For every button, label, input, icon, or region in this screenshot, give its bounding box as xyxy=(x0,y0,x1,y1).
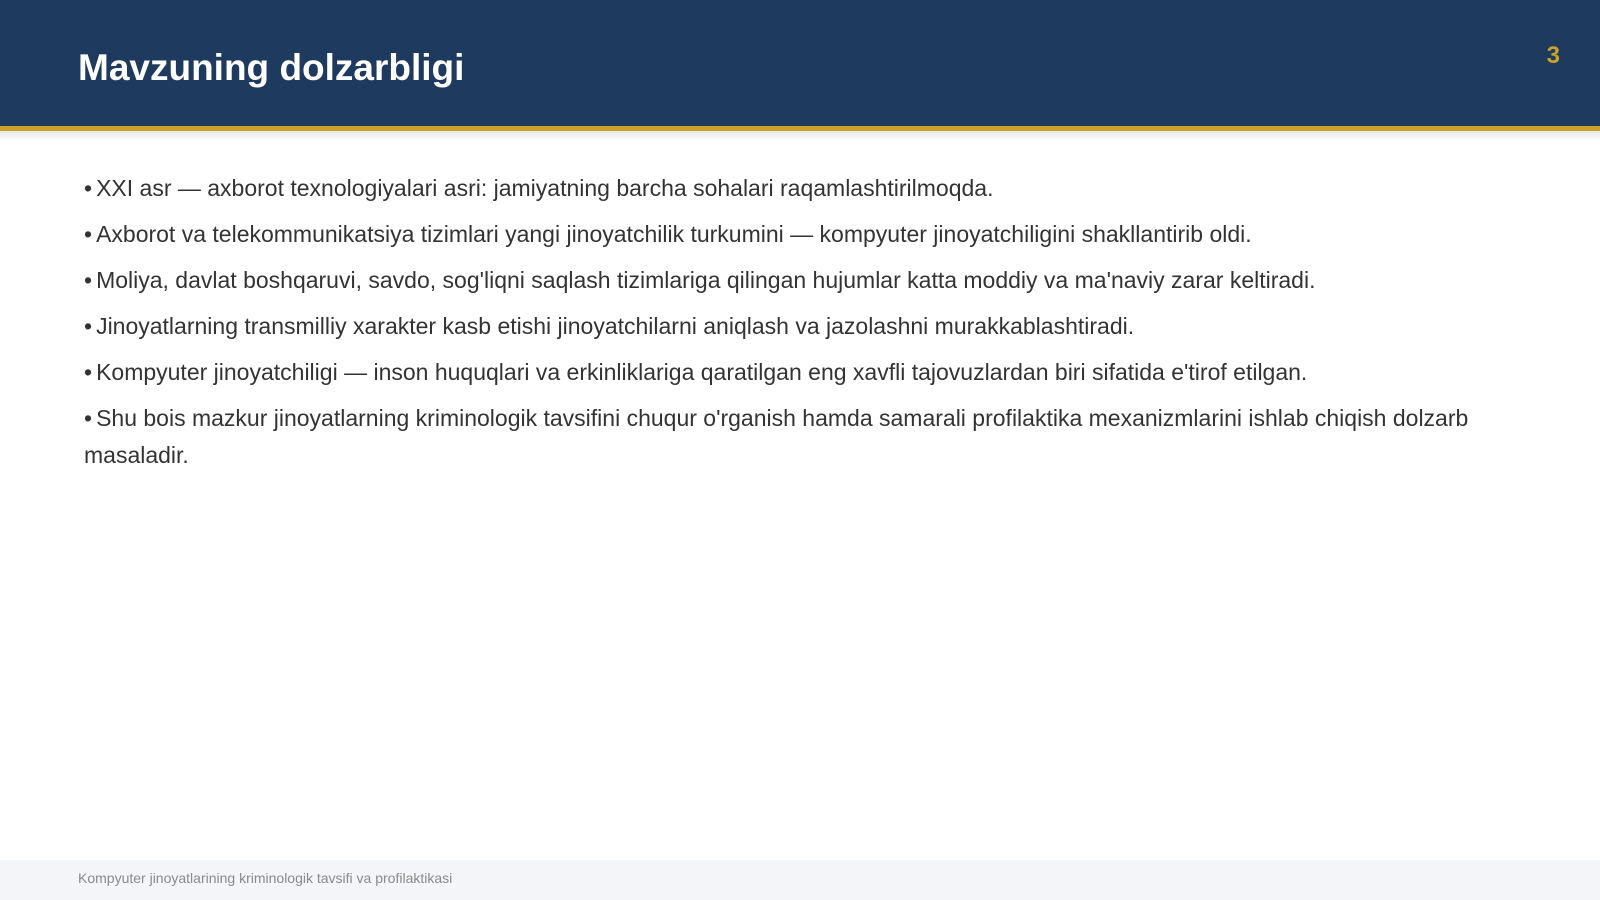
bullet-text: Moliya, davlat boshqaruvi, savdo, sog'liqni saqlash tizimlariga qilingan hujumlar katta moddiy va ma'naviy zarar keltiradi. xyxy=(96,267,1316,293)
slide-header xyxy=(0,0,1600,126)
bullet-marker: • xyxy=(84,405,93,431)
bullet-marker: • xyxy=(84,267,93,293)
bullet-item xyxy=(84,400,1504,474)
bullet-text: Axborot va telekommunikatsiya tizimlari yangi jinoyatchilik turkumini — kompyuter jinoyatchiligini shakllantirib oldi. xyxy=(96,221,1252,247)
slide-footer xyxy=(0,860,1600,900)
bullet-list xyxy=(84,170,1504,483)
bullet-item xyxy=(84,308,1504,345)
bullet-item xyxy=(84,354,1504,391)
slide-number: 3 xyxy=(1546,42,1560,69)
bullet-text: Jinoyatlarning transmilliy xarakter kasb etishi jinoyatchilarni aniqlash va jazolashni murakkablashtiradi. xyxy=(96,313,1135,339)
bullet-marker: • xyxy=(84,175,93,201)
bullet-text: Shu bois mazkur jinoyatlarning kriminologik tavsifini chuqur o'rganish hamda samarali profilaktika mexanizmlarini ishlab chiqish dolzarb masaladir. xyxy=(84,405,1469,468)
bullet-marker: • xyxy=(84,221,93,247)
bullet-text: Kompyuter jinoyatchiligi — inson huquqlari va erkinliklariga qaratilgan eng xavfli tajovuzlardan biri sifatida e'tirof etilgan. xyxy=(96,359,1308,385)
bullet-marker: • xyxy=(84,359,93,385)
header-shadow xyxy=(0,131,1600,141)
bullet-item xyxy=(84,170,1504,207)
bullet-item xyxy=(84,216,1504,253)
slide-title: Mavzuning dolzarbligi xyxy=(78,47,465,88)
bullet-text: XXI asr — axborot texnologiyalari asri: jamiyatning barcha sohalari raqamlashtirilmoqda. xyxy=(96,175,994,201)
footer-text: Kompyuter jinoyatlarining kriminologik tavsifi va profilaktikasi xyxy=(78,870,453,886)
bullet-marker: • xyxy=(84,313,93,339)
bullet-item xyxy=(84,262,1504,299)
